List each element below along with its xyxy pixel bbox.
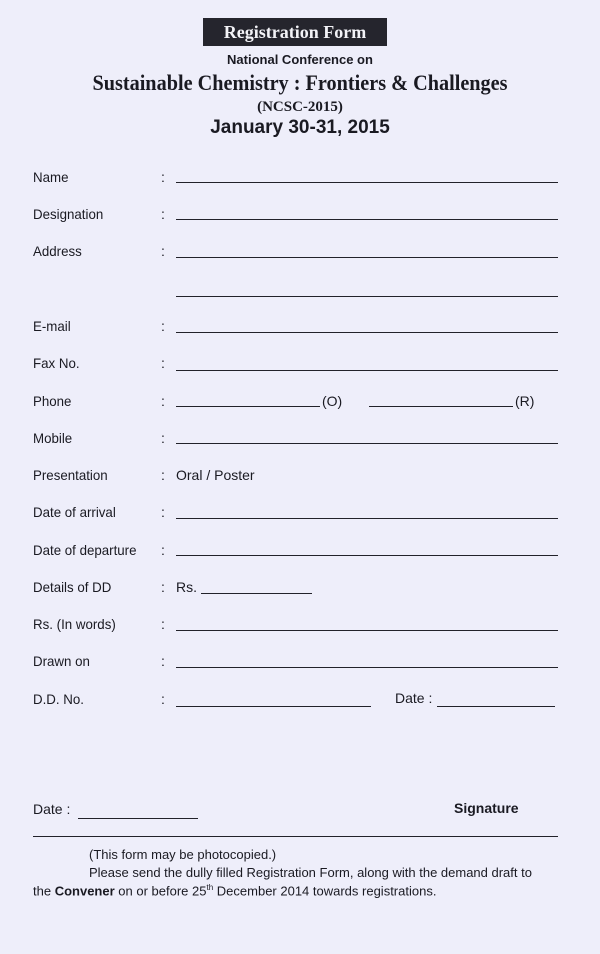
dd-amount-field-line[interactable]	[201, 593, 312, 594]
footer-divider	[33, 836, 558, 837]
photocopy-note: (This form may be photocopied.)	[89, 847, 277, 862]
dd-no-colon: :	[161, 691, 165, 707]
fax-colon: :	[161, 355, 165, 371]
name-colon: :	[161, 169, 165, 185]
instruction-superscript: th	[206, 883, 214, 892]
rs-in-words-colon: :	[161, 616, 165, 632]
instruction-the: the	[33, 883, 52, 899]
form-title: Registration Form	[203, 18, 387, 46]
phone-colon: :	[161, 393, 165, 409]
date-of-departure-colon: :	[161, 542, 165, 558]
address-field-line-2[interactable]	[176, 296, 558, 297]
dd-no-field-line[interactable]	[176, 706, 371, 707]
signature-date-field-line[interactable]	[78, 818, 198, 819]
email-field-line[interactable]	[176, 332, 558, 333]
rs-in-words-label: Rs. (In words)	[33, 616, 116, 632]
instruction-deadline: on or before 25	[118, 883, 207, 899]
designation-colon: :	[161, 206, 165, 222]
signature-date-label: Date :	[33, 801, 71, 817]
details-of-dd-colon: :	[161, 579, 165, 595]
address-colon: :	[161, 243, 165, 259]
presentation-options[interactable]: Oral / Poster	[176, 467, 255, 483]
designation-label: Designation	[33, 206, 104, 222]
phone-residence-suffix: (R)	[515, 393, 535, 409]
dd-date-field-line[interactable]	[437, 706, 555, 707]
conference-dates: January 30-31, 2015	[210, 117, 390, 138]
date-of-arrival-colon: :	[161, 504, 165, 520]
instruction-convener: Convener	[54, 883, 115, 899]
conference-line: National Conference on	[227, 52, 373, 67]
instruction-line-1: Please send the dully filled Registration Form, along with the demand draft to	[89, 865, 532, 880]
address-label: Address	[33, 243, 82, 259]
date-of-arrival-label: Date of arrival	[33, 504, 116, 520]
dd-date-label: Date :	[395, 690, 433, 706]
conference-abbreviation: (NCSC-2015)	[257, 99, 343, 115]
date-of-departure-label: Date of departure	[33, 542, 137, 558]
address-field-line-1[interactable]	[176, 257, 558, 258]
signature-label: Signature	[454, 800, 519, 816]
email-colon: :	[161, 318, 165, 334]
designation-field-line[interactable]	[176, 219, 558, 220]
drawn-on-colon: :	[161, 653, 165, 669]
phone-residence-field-line[interactable]	[369, 406, 513, 407]
presentation-label: Presentation	[33, 467, 108, 483]
mobile-colon: :	[161, 430, 165, 446]
phone-label: Phone	[33, 393, 72, 409]
name-field-line[interactable]	[176, 182, 558, 183]
email-label: E-mail	[33, 318, 71, 334]
fax-field-line[interactable]	[176, 370, 558, 371]
fax-label: Fax No.	[33, 355, 80, 371]
drawn-on-label: Drawn on	[33, 653, 90, 669]
rs-prefix: Rs.	[176, 579, 197, 595]
conference-name: Sustainable Chemistry : Frontiers & Challenges	[92, 70, 508, 95]
mobile-label: Mobile	[33, 430, 73, 446]
name-label: Name	[33, 169, 69, 185]
rs-in-words-field-line[interactable]	[176, 630, 558, 631]
dd-no-label: D.D. No.	[33, 691, 85, 707]
date-of-arrival-field-line[interactable]	[176, 518, 558, 519]
date-of-departure-field-line[interactable]	[176, 555, 558, 556]
presentation-colon: :	[161, 467, 165, 483]
instruction-line-2	[33, 883, 436, 898]
phone-office-field-line[interactable]	[176, 406, 320, 407]
phone-office-suffix: (O)	[322, 393, 343, 409]
instruction-tail: December 2014 towards registrations.	[216, 883, 437, 899]
mobile-field-line[interactable]	[176, 443, 558, 444]
drawn-on-field-line[interactable]	[176, 667, 558, 668]
details-of-dd-label: Details of DD	[33, 579, 112, 595]
